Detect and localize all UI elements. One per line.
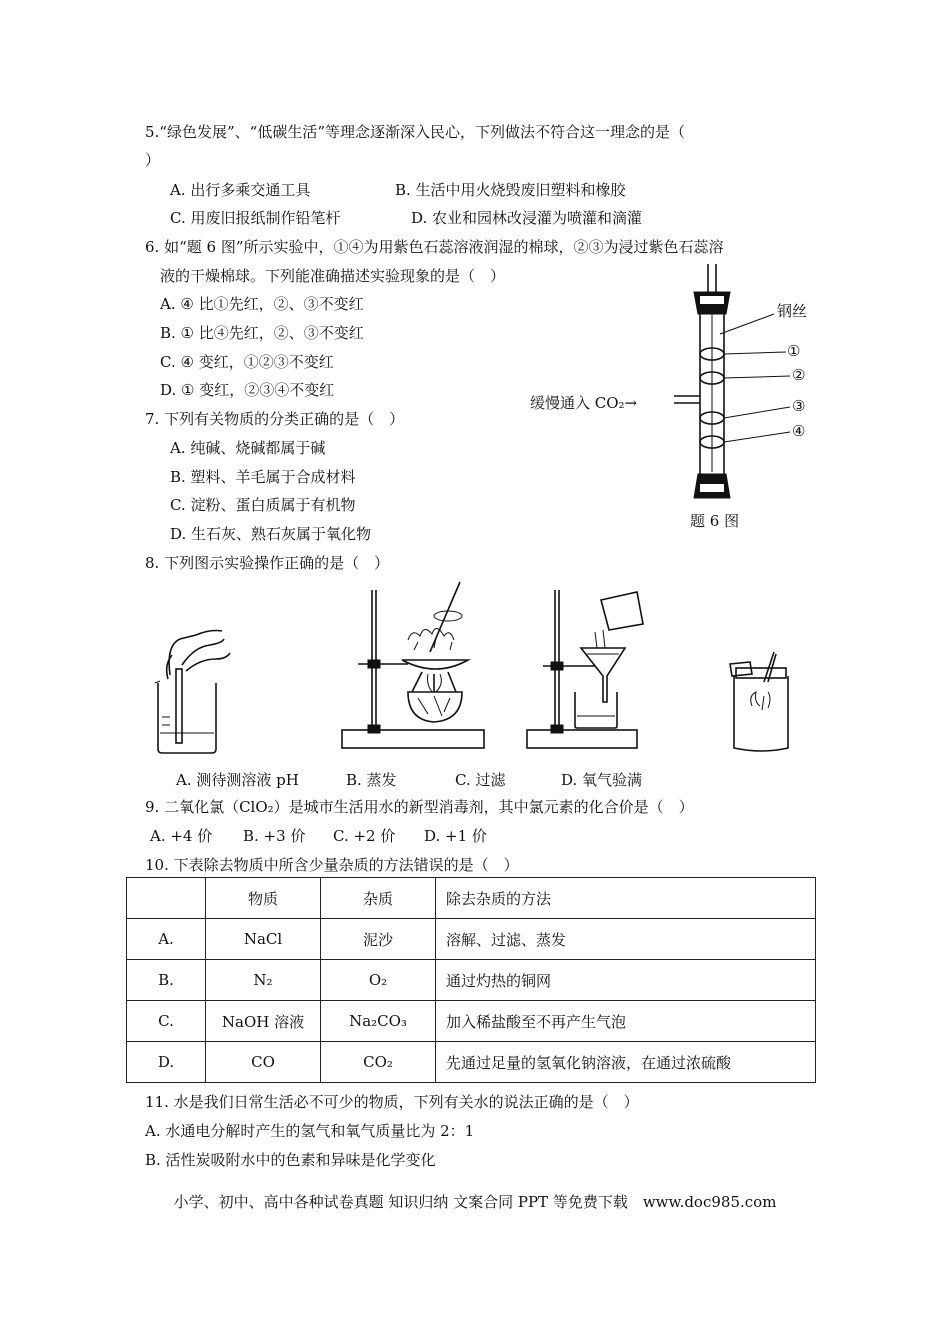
table-row xyxy=(127,1001,816,1042)
q6-option-b: B. ① 比④先红，②、③不变红 xyxy=(160,324,364,342)
table-header-cell xyxy=(127,878,206,919)
q6-stem-line1: 6. 如“题 6 图”所示实验中，①④为用紫色石蕊溶液润湿的棉球，②③为浸过紫色石蕊溶 xyxy=(145,238,724,256)
q7-option-c: C. 淀粉、蛋白质属于有机物 xyxy=(170,496,356,514)
q11-option-b: B. 活性炭吸附水中的色素和异味是化学变化 xyxy=(145,1151,436,1169)
table-cell: C. xyxy=(127,1001,206,1042)
q9-option-b: B. +3 价 xyxy=(243,827,306,845)
q8-option-b: B. 蒸发 xyxy=(346,771,397,789)
q7-option-b: B. 塑料、羊毛属于合成材料 xyxy=(170,468,356,486)
figure-8a-ph-test xyxy=(150,625,240,755)
table-cell: NaCl xyxy=(206,919,321,960)
q11-option-a: A. 水通电分解时产生的氢气和氧气质量比为 2：1 xyxy=(145,1122,475,1140)
q7-stem: 7. 下列有关物质的分类正确的是（ ） xyxy=(145,410,405,428)
table-cell: B. xyxy=(127,960,206,1001)
q5-option-b: B. 生活中用火烧毁废旧塑料和橡胶 xyxy=(395,181,626,199)
table-cell: 加入稀盐酸至不再产生气泡 xyxy=(436,1001,816,1042)
q9-option-c: C. +2 价 xyxy=(333,827,396,845)
figure-6-ball-2-label: ② xyxy=(792,366,806,384)
table-cell: NaOH 溶液 xyxy=(206,1001,321,1042)
q7-option-a: A. 纯碱、烧碱都属于碱 xyxy=(170,439,326,457)
table-cell: CO xyxy=(206,1042,321,1083)
table-header-cell: 除去杂质的方法 xyxy=(436,878,816,919)
q8-stem: 8. 下列图示实验操作正确的是（ ） xyxy=(145,554,390,572)
table-header-cell: 杂质 xyxy=(321,878,436,919)
figure-6-ball-4-label: ④ xyxy=(792,422,806,440)
table-cell: Na₂CO₃ xyxy=(321,1001,436,1042)
figure-8d-oxygen-test xyxy=(722,648,802,758)
q6-stem-line2: 液的干燥棉球。下列能准确描述实验现象的是（ ） xyxy=(160,267,506,285)
figure-6-inlet-label: 缓慢通入 CO₂→ xyxy=(530,394,638,412)
q5-option-a: A. 出行多乘交通工具 xyxy=(170,181,311,199)
q8-option-a: A. 测待测溶液 pH xyxy=(176,771,299,789)
q10-table xyxy=(126,877,816,1083)
q10-stem: 10. 下表除去物质中所含少量杂质的方法错误的是（ ） xyxy=(145,856,519,874)
table-row xyxy=(127,919,816,960)
q11-stem: 11. 水是我们日常生活必不可少的物质，下列有关水的说法正确的是（ ） xyxy=(145,1093,639,1111)
table-cell: N₂ xyxy=(206,960,321,1001)
figure-6-caption: 题 6 图 xyxy=(690,512,740,530)
table-row xyxy=(127,1042,816,1083)
table-header-cell: 物质 xyxy=(206,878,321,919)
q6-option-c: C. ④ 变红，①②③不变红 xyxy=(160,353,334,371)
q7-option-d: D. 生石灰、熟石灰属于氧化物 xyxy=(170,525,372,543)
table-cell: 先通过足量的氢氧化钠溶液，在通过浓硫酸 xyxy=(436,1042,816,1083)
figure-6-ball-3-label: ③ xyxy=(792,397,806,415)
table-cell: 通过灼热的铜网 xyxy=(436,960,816,1001)
q8-option-d: D. 氧气验满 xyxy=(561,771,643,789)
q8-option-c: C. 过滤 xyxy=(455,771,506,789)
q9-stem: 9. 二氧化氯（ClO₂）是城市生活用水的新型消毒剂，其中氯元素的化合价是（ ） xyxy=(145,798,694,816)
figure-6-ball-1-label: ① xyxy=(787,342,801,360)
table-header-row xyxy=(127,878,816,919)
table-row xyxy=(127,960,816,1001)
figure-8c-filtration xyxy=(525,580,655,760)
q6-option-a: A. ④ 比①先红，②、③不变红 xyxy=(160,295,364,313)
q5-option-c: C. 用废旧报纸制作铅笔杆 xyxy=(170,209,341,227)
q9-option-d: D. +1 价 xyxy=(424,827,487,845)
q9-option-a: A. +4 价 xyxy=(150,827,213,845)
q6-option-d: D. ① 变红，②③④不变红 xyxy=(160,381,335,399)
q5-option-d: D. 农业和园林改浸灌为喷灌和滴灌 xyxy=(411,209,643,227)
table-cell: 溶解、过滤、蒸发 xyxy=(436,919,816,960)
table-cell: O₂ xyxy=(321,960,436,1001)
figure-6-tube-diagram xyxy=(670,262,830,502)
q5-stem-line2: ） xyxy=(145,151,161,169)
table-cell: 泥沙 xyxy=(321,919,436,960)
q5-stem-line1: 5.“绿色发展”、“低碳生活”等理念逐渐深入民心，下列做法不符合这一理念的是（ xyxy=(145,123,685,141)
table-cell: CO₂ xyxy=(321,1042,436,1083)
page-footer: 小学、初中、高中各种试卷真题 知识归纳 文案合同 PPT 等免费下载 www.doc985.com xyxy=(173,1193,777,1211)
table-cell: D. xyxy=(127,1042,206,1083)
figure-6-wire-label: 钢丝 xyxy=(777,302,808,320)
figure-8b-evaporation xyxy=(338,580,488,760)
table-cell: A. xyxy=(127,919,206,960)
